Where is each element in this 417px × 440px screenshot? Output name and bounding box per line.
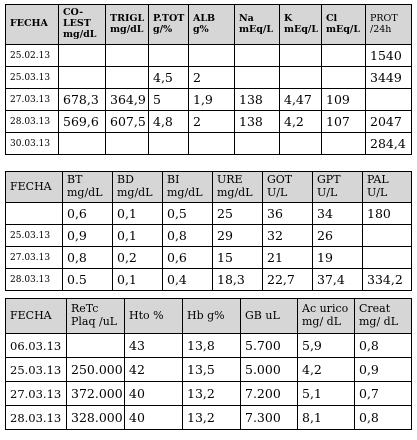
value-cell xyxy=(280,133,322,155)
col-header-proteinuria: PROT /24h xyxy=(366,5,412,45)
value-cell: 0,9 xyxy=(63,225,113,247)
col-header-bilirrubina-total: BT mg/dL xyxy=(63,172,113,203)
value-cell xyxy=(366,89,412,111)
value-cell: 8,1 xyxy=(298,406,355,430)
col-header-fecha: FECHA xyxy=(6,172,63,203)
value-cell: 13,2 xyxy=(183,382,241,406)
col-header-plaquetas: ReTc Plaq /uL xyxy=(67,299,125,334)
date-cell: 25.02.13 xyxy=(6,45,59,67)
value-cell: 607,5 xyxy=(106,111,149,133)
value-cell: 138 xyxy=(235,89,280,111)
table-row xyxy=(6,334,412,358)
value-cell: 21 xyxy=(263,247,313,269)
value-cell: 0,8 xyxy=(355,406,412,430)
value-cell: 18,3 xyxy=(213,269,263,291)
value-cell: 40 xyxy=(125,406,183,430)
value-cell: 13,2 xyxy=(183,406,241,430)
value-cell: 7.300 xyxy=(241,406,298,430)
value-cell xyxy=(149,45,189,67)
table-row xyxy=(6,111,412,133)
value-cell xyxy=(322,67,366,89)
table-row xyxy=(6,133,412,155)
value-cell xyxy=(363,225,412,247)
value-cell: 328.000 xyxy=(67,406,125,430)
value-cell xyxy=(149,133,189,155)
col-header-proteinas-totales: P.TOT g/% xyxy=(149,5,189,45)
table-row xyxy=(6,269,412,291)
value-cell: 284,4 xyxy=(366,133,412,155)
value-cell: 569,6 xyxy=(59,111,106,133)
value-cell xyxy=(59,45,106,67)
col-header-potasio: K mEq/L xyxy=(280,5,322,45)
value-cell: 13,5 xyxy=(183,358,241,382)
table-row xyxy=(6,67,412,89)
value-cell: 0,1 xyxy=(113,203,163,225)
table-header-row xyxy=(6,5,412,45)
value-cell: 0,8 xyxy=(355,334,412,358)
date-cell: 25.03.13 xyxy=(6,358,67,382)
col-header-bilirrubina-directa: BD mg/dL xyxy=(113,172,163,203)
value-cell: 40 xyxy=(125,382,183,406)
value-cell: 5 xyxy=(149,89,189,111)
value-cell xyxy=(235,45,280,67)
date-cell: 28.03.13 xyxy=(6,269,63,291)
date-cell xyxy=(6,203,63,225)
value-cell: 19 xyxy=(313,247,363,269)
date-cell: 27.03.13 xyxy=(6,89,59,111)
value-cell: 22,7 xyxy=(263,269,313,291)
value-cell: 0,8 xyxy=(63,247,113,269)
value-cell xyxy=(106,45,149,67)
col-header-colesterol: CO-LEST mg/dL xyxy=(59,5,106,45)
value-cell: 7.200 xyxy=(241,382,298,406)
table-row xyxy=(6,247,412,269)
value-cell: 0,6 xyxy=(63,203,113,225)
value-cell xyxy=(322,133,366,155)
value-cell: 0,9 xyxy=(355,358,412,382)
value-cell xyxy=(67,334,125,358)
value-cell xyxy=(59,133,106,155)
table-row xyxy=(6,382,412,406)
value-cell: 5.000 xyxy=(241,358,298,382)
value-cell: 26 xyxy=(313,225,363,247)
value-cell: 0,2 xyxy=(113,247,163,269)
value-cell: 250.000 xyxy=(67,358,125,382)
value-cell: 25 xyxy=(213,203,263,225)
value-cell: 0,1 xyxy=(113,269,163,291)
value-cell xyxy=(363,247,412,269)
table-header-row xyxy=(6,172,412,203)
value-cell xyxy=(189,133,235,155)
date-cell: 28.03.13 xyxy=(6,111,59,133)
value-cell xyxy=(106,67,149,89)
value-cell xyxy=(280,45,322,67)
value-cell: 2 xyxy=(189,67,235,89)
table-row xyxy=(6,406,412,430)
value-cell: 15 xyxy=(213,247,263,269)
value-cell: 4,8 xyxy=(149,111,189,133)
col-header-hematocrito: Hto % xyxy=(125,299,183,334)
col-header-urea: URE mg/dL xyxy=(213,172,263,203)
table-row xyxy=(6,358,412,382)
value-cell: 3449 xyxy=(366,67,412,89)
value-cell: 109 xyxy=(322,89,366,111)
value-cell: 364,9 xyxy=(106,89,149,111)
value-cell: 334,2 xyxy=(363,269,412,291)
col-header-albumina: ALB g% xyxy=(189,5,235,45)
value-cell: 36 xyxy=(263,203,313,225)
col-header-gpt: GPT U/L xyxy=(313,172,363,203)
value-cell xyxy=(322,45,366,67)
table-row xyxy=(6,45,412,67)
value-cell xyxy=(235,67,280,89)
table-header-row xyxy=(6,299,412,334)
date-cell: 28.03.13 xyxy=(6,406,67,430)
value-cell: 1540 xyxy=(366,45,412,67)
value-cell: 1,9 xyxy=(189,89,235,111)
lab-table-chemistry xyxy=(5,4,412,155)
value-cell: 0,7 xyxy=(355,382,412,406)
value-cell: 5.700 xyxy=(241,334,298,358)
col-header-fecha: FECHA xyxy=(6,299,67,334)
value-cell: 42 xyxy=(125,358,183,382)
value-cell xyxy=(280,67,322,89)
date-cell: 30.03.13 xyxy=(6,133,59,155)
table-row xyxy=(6,225,412,247)
table-row xyxy=(6,89,412,111)
value-cell: 13,8 xyxy=(183,334,241,358)
lab-table-hepatic xyxy=(5,171,412,291)
value-cell: 2 xyxy=(189,111,235,133)
value-cell: 0,4 xyxy=(163,269,213,291)
value-cell: 37,4 xyxy=(313,269,363,291)
value-cell: 34 xyxy=(313,203,363,225)
value-cell: 0.5 xyxy=(63,269,113,291)
col-header-globulos-blancos: GB uL xyxy=(241,299,298,334)
date-cell: 27.03.13 xyxy=(6,247,63,269)
value-cell: 0,5 xyxy=(163,203,213,225)
lab-table-hematology xyxy=(5,298,412,430)
table-row xyxy=(6,203,412,225)
value-cell: 4,47 xyxy=(280,89,322,111)
value-cell: 43 xyxy=(125,334,183,358)
date-cell: 27.03.13 xyxy=(6,382,67,406)
col-header-fecha: FECHA xyxy=(6,5,59,45)
value-cell: 678,3 xyxy=(59,89,106,111)
col-header-pal: PAL U/L xyxy=(363,172,412,203)
value-cell: 5,9 xyxy=(298,334,355,358)
value-cell: 138 xyxy=(235,111,280,133)
value-cell: 4,2 xyxy=(280,111,322,133)
date-cell: 25.03.13 xyxy=(6,67,59,89)
value-cell xyxy=(106,133,149,155)
date-cell: 25.03.13 xyxy=(6,225,63,247)
value-cell: 180 xyxy=(363,203,412,225)
col-header-hemoglobina: Hb g% xyxy=(183,299,241,334)
value-cell xyxy=(189,45,235,67)
col-header-sodio: Na mEq/L xyxy=(235,5,280,45)
col-header-trigliceridos: TRIGL mg/dL xyxy=(106,5,149,45)
value-cell: 4,2 xyxy=(298,358,355,382)
value-cell: 372.000 xyxy=(67,382,125,406)
value-cell: 0,6 xyxy=(163,247,213,269)
date-cell: 06.03.13 xyxy=(6,334,67,358)
value-cell xyxy=(235,133,280,155)
value-cell: 0,1 xyxy=(113,225,163,247)
value-cell: 107 xyxy=(322,111,366,133)
col-header-acido-urico: Ac urico mg/ dL xyxy=(298,299,355,334)
value-cell xyxy=(59,67,106,89)
value-cell: 0,8 xyxy=(163,225,213,247)
col-header-creatinina: Creat mg/ dL xyxy=(355,299,412,334)
value-cell: 29 xyxy=(213,225,263,247)
col-header-bilirrubina-indirecta: BI mg/dL xyxy=(163,172,213,203)
col-header-got: GOT U/L xyxy=(263,172,313,203)
value-cell: 32 xyxy=(263,225,313,247)
value-cell: 4,5 xyxy=(149,67,189,89)
value-cell: 5,1 xyxy=(298,382,355,406)
col-header-cloro: Cl mEq/L xyxy=(322,5,366,45)
value-cell: 2047 xyxy=(366,111,412,133)
